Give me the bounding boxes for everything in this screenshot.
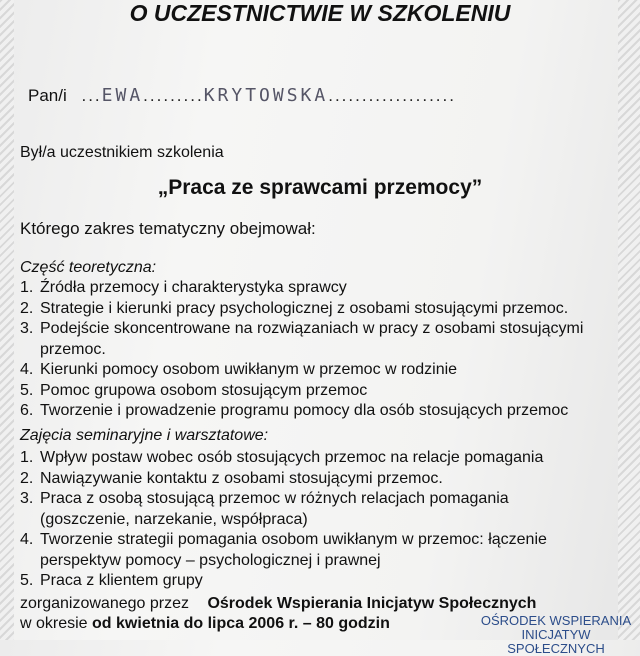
period-line xyxy=(20,614,390,634)
list-item xyxy=(20,401,568,421)
item-text: Tworzenie i prowadzenie programu pomocy dla osób stosujących przemoc xyxy=(40,402,569,419)
item-number: 2. xyxy=(20,299,34,317)
period-prefix: w okresie xyxy=(20,615,88,632)
list-item xyxy=(20,360,457,380)
item-text: (goszczenie, narzekanie, współpraca) xyxy=(40,510,308,528)
item-text: Źródła przemocy i charakterystyka sprawcy xyxy=(40,279,347,296)
list-item xyxy=(20,340,106,360)
item-number: 3. xyxy=(20,320,34,337)
dotted-line: ......... xyxy=(143,86,204,105)
organizer-prefix: zorganizowanego przez xyxy=(20,595,189,612)
list-item xyxy=(20,299,568,319)
item-text: przemoc. xyxy=(40,340,106,358)
scope-intro: Którego zakres tematyczny obejmował: xyxy=(20,219,316,238)
item-text: Tworzenie strategii pomagania osobom uwikłanym w przemoc: łączenie xyxy=(40,531,547,548)
period-value: od kwietnia do lipca 2006 r. – 80 godzin xyxy=(92,615,390,632)
item-number: 6. xyxy=(20,402,34,419)
dotted-line: ... xyxy=(81,86,102,105)
item-text: Podejście skoncentrowane na rozwiązaniach w pracy z osobami stosującymi xyxy=(40,320,584,337)
item-text: Nawiązywanie kontaktu z osobami stosującymi przemoc. xyxy=(40,469,443,487)
item-text: Wpływ postaw wobec osób stosujących przemoc na relacje pomagania xyxy=(40,449,544,466)
item-number: 3. xyxy=(20,490,34,507)
recipient-label: Pan/i xyxy=(28,86,67,105)
list-item xyxy=(20,510,308,530)
item-number: 1. xyxy=(20,449,34,466)
seminar-heading: Zajęcia seminaryjne i warsztatowe: xyxy=(20,427,269,444)
training-title: „Praca ze sprawcami przemocy” xyxy=(157,176,483,199)
item-text: Praca z osobą stosującą przemoc w różnych relacjach pomagania xyxy=(40,490,509,507)
item-text: Kierunki pomocy osobom uwikłanym w przemoc w rodzinie xyxy=(40,361,458,378)
dotted-line: ................... xyxy=(328,86,456,105)
item-text: perspektyw pomocy – psychologicznej i prawnej xyxy=(40,551,381,569)
list-item xyxy=(20,530,547,550)
item-text: Pomoc grupowa osobom stosującym przemoc xyxy=(40,381,368,399)
item-number: 4. xyxy=(20,361,34,378)
recipient-first-name: EWA xyxy=(101,85,144,106)
organizer-name: Ośrodek Wspierania Inicjatyw Społecznych xyxy=(207,595,537,612)
list-item xyxy=(20,469,443,489)
item-number: 5. xyxy=(20,381,34,399)
paper-edge-right xyxy=(618,0,640,640)
organization-stamp xyxy=(472,614,640,656)
item-number: 4. xyxy=(20,531,34,548)
list-item xyxy=(20,319,583,339)
list-item xyxy=(20,448,543,468)
recipient-line xyxy=(28,86,456,106)
paper-edge-left xyxy=(0,0,14,640)
item-number: 5. xyxy=(20,572,34,589)
certificate-title: O UCZESTNICTWIE W SZKOLENIU xyxy=(129,0,511,26)
list-item xyxy=(20,381,367,401)
item-number: 1. xyxy=(20,279,34,296)
stamp-line-2: INICJATYW SPOŁECZNYCH xyxy=(507,627,605,656)
theory-heading: Część teoretyczna: xyxy=(20,259,157,276)
item-text: Praca z klientem grupy xyxy=(40,572,203,589)
item-text: Strategie i kierunki pracy psychologicznej z osobami stosującymi przemoc. xyxy=(40,299,569,317)
list-item xyxy=(20,278,347,298)
recipient-last-name: KRYTOWSKA xyxy=(203,85,329,106)
list-item xyxy=(20,551,381,571)
list-item xyxy=(20,489,509,509)
organizer-line xyxy=(20,594,536,614)
item-number: 2. xyxy=(20,469,34,487)
stamp-line-1: OŚRODEK WSPIERANIA xyxy=(480,613,632,628)
participation-text: Był/a uczestnikiem szkolenia xyxy=(20,144,224,161)
list-item xyxy=(20,571,203,591)
